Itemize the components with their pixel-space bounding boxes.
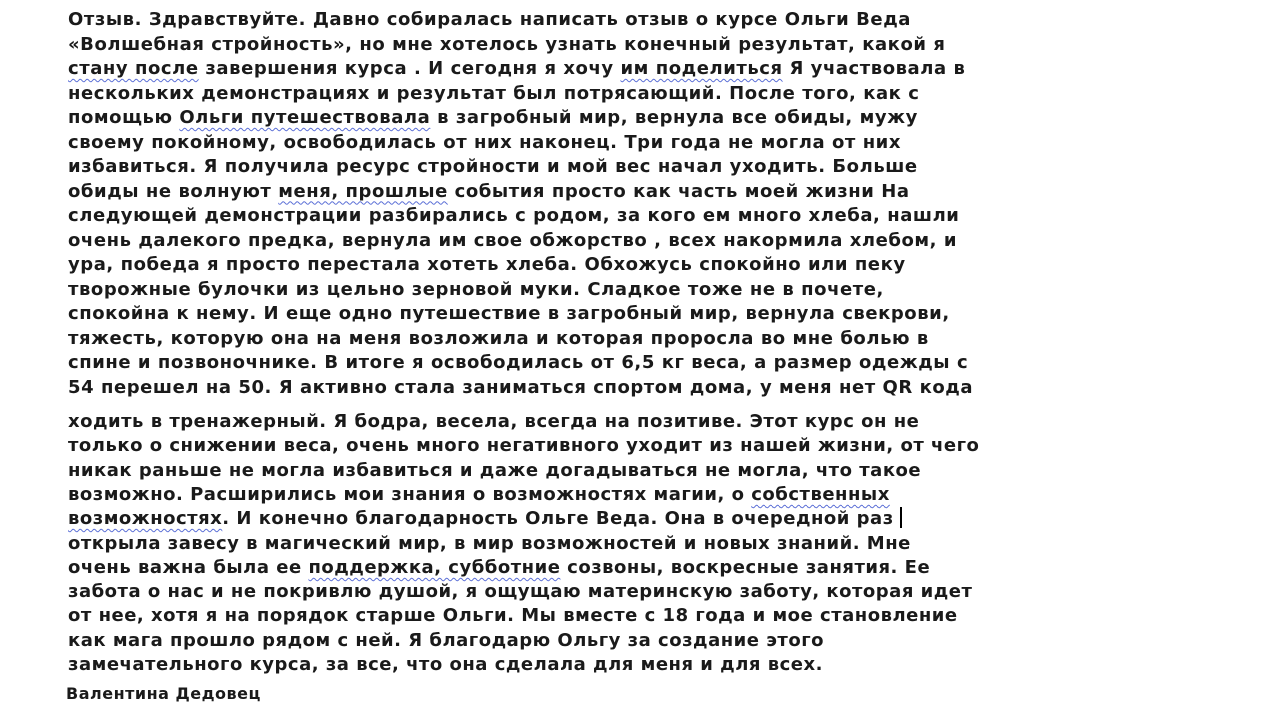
text-run: в загробный мир, вернула все обиды, мужу bbox=[430, 107, 918, 128]
text-run: забота о нас и не покривлю душой, я ощущаю материнскую заботу, которая идет bbox=[68, 581, 973, 603]
text-run: спокойна к нему. И еще одно путешествие в загробный мир, вернула свекрови, bbox=[68, 303, 950, 324]
signature: Валентина Дедовец bbox=[66, 684, 261, 703]
text-line bbox=[68, 351, 968, 375]
text-line bbox=[68, 57, 965, 81]
text-run: 54 перешел на 50. Я активно стала заниматься спортом дома, у меня нет QR кода bbox=[68, 376, 974, 398]
text-run: творожные булочки из цельно зерновой муки. Сладкое тоже не в почете, bbox=[68, 278, 884, 300]
text-run: Отзыв. Здравствуйте. Давно собиралась написать отзыв о курсе Ольги Веда bbox=[68, 9, 911, 30]
text-line bbox=[68, 302, 950, 326]
text-line bbox=[68, 604, 958, 628]
text-run: своему покойному, освободилась от них наконец. Три года не могла от них bbox=[68, 131, 902, 153]
text-line bbox=[68, 8, 911, 32]
text-line bbox=[68, 82, 919, 106]
text-run: события просто как часть моей жизни На bbox=[447, 180, 910, 202]
text-run: помощью bbox=[68, 107, 180, 128]
text-run: очень далекого предка, вернула им свое обжорство , всех накормила хлебом, и bbox=[68, 229, 958, 251]
spellcheck-flagged-text[interactable]: меня, прошлые bbox=[278, 180, 448, 202]
text-line bbox=[68, 434, 979, 458]
text-run: созвоны, воскресные занятия. Ее bbox=[560, 556, 931, 578]
text-line bbox=[68, 180, 910, 204]
spellcheck-flagged-text[interactable]: собственных bbox=[751, 483, 890, 505]
text-run: очень важна была ее bbox=[68, 556, 309, 578]
text-run: ура, победа я просто перестала хотеть хлеба. Обхожусь спокойно или пеку bbox=[68, 254, 906, 275]
text-run: Я участвовала в bbox=[782, 58, 966, 79]
text-run: спине и позвоночнике. В итоге я освободилась от 6,5 кг веса, а размер одежды с bbox=[68, 352, 969, 373]
spellcheck-flagged-text[interactable]: поддержка, субботние bbox=[308, 556, 561, 578]
text-run: обиды не волнуют bbox=[68, 180, 279, 202]
spellcheck-flagged-text[interactable]: Ольги путешествовала bbox=[179, 107, 431, 128]
text-line bbox=[68, 131, 901, 155]
text-line bbox=[68, 653, 823, 677]
text-line bbox=[68, 376, 973, 400]
text-line bbox=[68, 229, 957, 253]
text-line bbox=[68, 106, 918, 130]
text-line bbox=[68, 278, 884, 302]
text-run: следующей демонстрации разбирались с родом, за кого ем много хлеба, нашли bbox=[68, 205, 960, 226]
text-line bbox=[68, 580, 972, 604]
text-line bbox=[68, 410, 919, 434]
text-run: от нее, хотя я на порядок старше Ольги. Мы вместе с 18 года и мое становление bbox=[68, 605, 958, 627]
text-run: только о снижении веса, очень много негативного уходит из нашей жизни, от чего bbox=[68, 435, 980, 457]
text-line bbox=[68, 507, 902, 531]
text-run: никак раньше не могла избавиться и даже догадываться не могла, что такое bbox=[68, 459, 922, 481]
text-line bbox=[68, 629, 824, 653]
text-run: замечательного курса, за все, что она сделала для меня и для всех. bbox=[68, 654, 823, 675]
text-run: избавиться. Я получила ресурс стройности и мой вес начал уходить. Больше bbox=[68, 156, 918, 177]
text-line bbox=[68, 483, 890, 507]
spellcheck-flagged-text[interactable]: стану после bbox=[68, 58, 199, 79]
text-line bbox=[68, 327, 929, 351]
text-cursor bbox=[900, 507, 902, 528]
text-run: возможно. Расширились мои знания о возможностях магии, о bbox=[68, 483, 752, 505]
text-line bbox=[68, 33, 945, 57]
text-line bbox=[68, 532, 911, 556]
text-line bbox=[68, 459, 921, 483]
text-line bbox=[68, 556, 930, 580]
text-line bbox=[68, 155, 918, 179]
text-line bbox=[68, 253, 906, 277]
text-run: как мага прошло рядом с ней. Я благодарю Ольгу за создание этого bbox=[68, 629, 824, 651]
text-run: тяжесть, которую она на меня возложила и которая проросла во мне болью в bbox=[68, 327, 929, 349]
spellcheck-flagged-text[interactable]: им поделиться bbox=[620, 58, 783, 79]
text-run: нескольких демонстрациях и результат был потрясающий. После того, как с bbox=[68, 82, 920, 104]
spellcheck-flagged-text[interactable]: возможностях bbox=[68, 508, 223, 530]
text-run: открыла завесу в магический мир, в мир возможностей и новых знаний. Мне bbox=[68, 532, 911, 554]
text-run: «Волшебная стройность», но мне хотелось узнать конечный результат, какой я bbox=[68, 33, 946, 55]
text-run: . И конечно благодарность Ольге Веда. Она в очередной раз bbox=[222, 508, 894, 530]
text-run: ходить в тренажерный. Я бодра, весела, всегда на позитиве. Этот курс он не bbox=[68, 411, 920, 432]
text-run: завершения курса . И сегодня я хочу bbox=[198, 58, 621, 79]
text-line bbox=[68, 204, 959, 228]
